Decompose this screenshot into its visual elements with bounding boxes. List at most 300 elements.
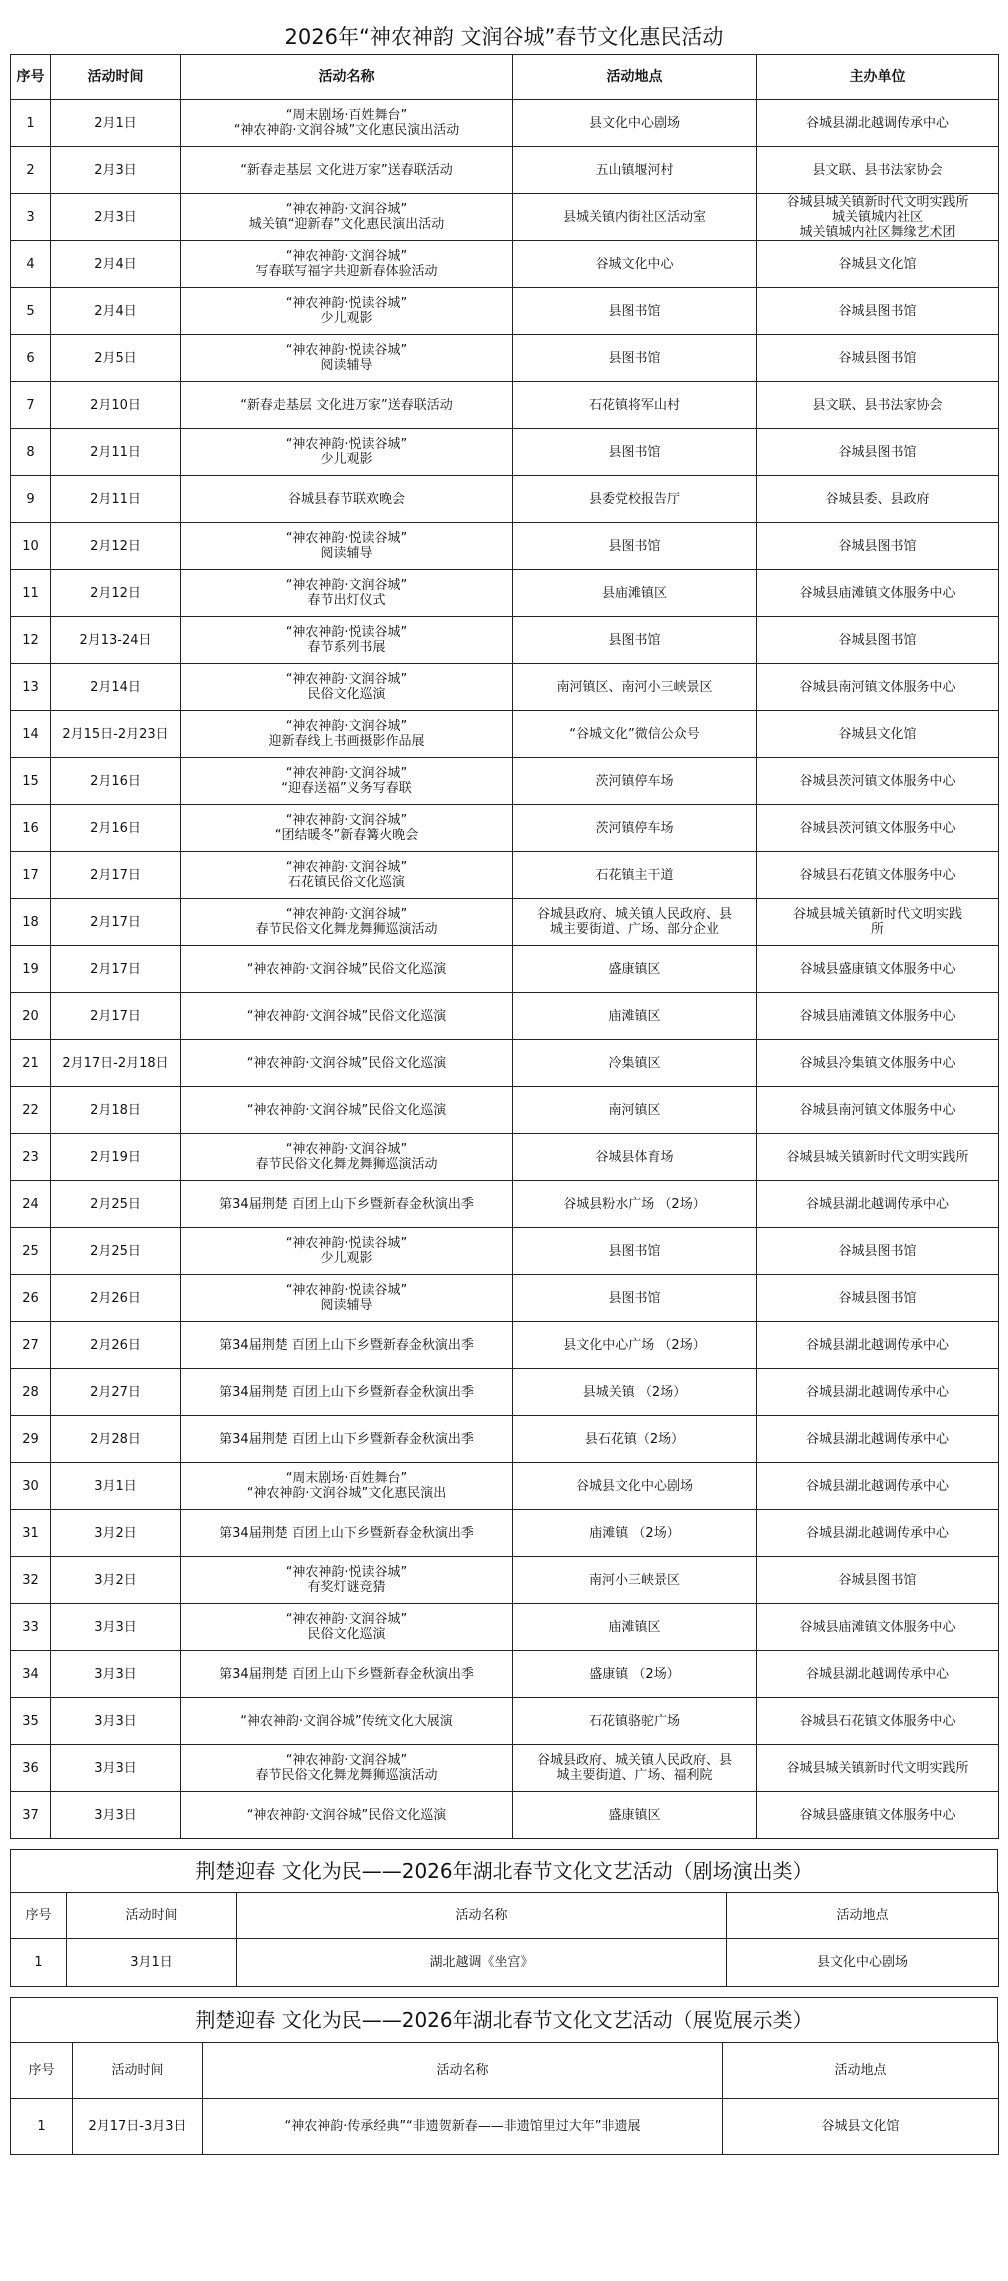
cell-org-line: 谷城县盛康镇文体服务中心 [799, 1807, 956, 1823]
cell-place-line: 庙滩镇区 [608, 1619, 661, 1635]
table-row [11, 147, 999, 194]
cell-place [513, 1792, 757, 1839]
cell-org [757, 1134, 999, 1181]
cell-no: 26 [11, 1275, 51, 1322]
cell-name-line: 春节民俗文化舞龙舞狮巡演活动 [255, 1157, 438, 1172]
table-row [11, 523, 999, 570]
cell-org-line: 谷城县南河镇文体服务中心 [799, 1102, 956, 1118]
header-name: 活动名称 [181, 55, 513, 100]
cell-place [513, 1745, 757, 1792]
cell-name [181, 617, 513, 664]
cell-org-line: 谷城县图书馆 [838, 1572, 917, 1588]
cell-place [513, 899, 757, 946]
cell-place [513, 570, 757, 617]
cell-place [513, 1087, 757, 1134]
cell-no: 7 [11, 382, 51, 429]
exhibition-table [10, 2042, 999, 2155]
table-row [11, 1322, 999, 1369]
cell-org-line: 谷城县城关镇新时代文明实践 [792, 907, 962, 922]
cell-place-line: 庙滩镇区 [608, 1008, 661, 1024]
cell-place [513, 1275, 757, 1322]
cell-org [757, 1745, 999, 1792]
cell-no: 5 [11, 288, 51, 335]
cell-no: 36 [11, 1745, 51, 1792]
cell-name [181, 1557, 513, 1604]
cell-date: 2月17日 [51, 852, 181, 899]
cell-place-line: 城主要街道、广场、部分企业 [549, 922, 719, 937]
cell-no: 16 [11, 805, 51, 852]
cell-place: 谷城县文化馆 [723, 2099, 999, 2155]
table-row [11, 758, 999, 805]
cell-name-line: “新春走基层 文化进万家”送春联活动 [240, 162, 453, 178]
cell-org [757, 100, 999, 147]
exhibition-header-name: 活动名称 [203, 2043, 723, 2099]
cell-date: 2月18日 [51, 1087, 181, 1134]
cell-name [181, 429, 513, 476]
cell-org-line: 县文联、县书法家协会 [812, 162, 943, 178]
cell-date: 2月1日 [51, 100, 181, 147]
cell-no: 28 [11, 1369, 51, 1416]
cell-name-line: 谷城县春节联欢晚会 [287, 491, 405, 507]
cell-org [757, 617, 999, 664]
cell-org-line: 谷城县南河镇文体服务中心 [799, 679, 956, 695]
cell-org [757, 899, 999, 946]
cell-place [513, 946, 757, 993]
cell-name [181, 1369, 513, 1416]
cell-date: 2月17日 [51, 993, 181, 1040]
cell-place [513, 1604, 757, 1651]
table-row [11, 288, 999, 335]
cell-name [181, 1745, 513, 1792]
cell-org [757, 1792, 999, 1839]
cell-org-line: 谷城县茨河镇文体服务中心 [799, 820, 956, 836]
cell-org [757, 946, 999, 993]
cell-org-line: 谷城县茨河镇文体服务中心 [799, 773, 956, 789]
cell-org [757, 335, 999, 382]
cell-place-line: 县图书馆 [608, 350, 661, 366]
cell-name [181, 476, 513, 523]
cell-org-line: 谷城县图书馆 [838, 1290, 917, 1306]
cell-name-line: “神农神韵·文润谷城” [285, 766, 408, 781]
main-table-body [11, 100, 999, 1839]
cell-org-line: 谷城县图书馆 [838, 444, 917, 460]
cell-name-line: “新春走基层 文化进万家”送春联活动 [240, 397, 453, 413]
cell-org-line: 谷城县湖北越调传承中心 [805, 1431, 949, 1447]
cell-place [513, 523, 757, 570]
cell-no: 23 [11, 1134, 51, 1181]
cell-no: 30 [11, 1463, 51, 1510]
table-row [11, 1228, 999, 1275]
table-row [11, 805, 999, 852]
table-row [11, 570, 999, 617]
cell-name-line: 石花镇民俗文化巡演 [287, 875, 405, 890]
cell-date: 2月10日 [51, 382, 181, 429]
cell-name [181, 993, 513, 1040]
table-row [11, 899, 999, 946]
cell-no: 21 [11, 1040, 51, 1087]
cell-place [513, 664, 757, 711]
cell-org [757, 1228, 999, 1275]
cell-org-line: 谷城县湖北越调传承中心 [805, 1666, 949, 1682]
cell-no: 15 [11, 758, 51, 805]
cell-org [757, 1369, 999, 1416]
theater-header-date: 活动时间 [67, 1893, 237, 1939]
cell-place-line: 盛康镇区 [608, 961, 661, 977]
exhibition-section [10, 1997, 998, 2155]
cell-name-line: 阅读辅导 [320, 358, 373, 373]
cell-date: 3月3日 [51, 1651, 181, 1698]
exhibition-header-place: 活动地点 [723, 2043, 999, 2099]
cell-date: 2月16日 [51, 805, 181, 852]
cell-place: 县文化中心剧场 [727, 1939, 999, 1987]
cell-name-line: “神农神韵·文润谷城” [285, 719, 408, 734]
cell-name-line: 写春联写福字共迎新春体验活动 [255, 264, 438, 279]
cell-no: 12 [11, 617, 51, 664]
cell-place [513, 852, 757, 899]
cell-name [181, 1651, 513, 1698]
cell-name [181, 1416, 513, 1463]
cell-org-line: 谷城县文化馆 [838, 256, 917, 272]
cell-name-line: “神农神韵·文润谷城”民俗文化巡演 [246, 1055, 447, 1071]
table-row [11, 1134, 999, 1181]
cell-place-line: 石花镇主干道 [595, 867, 674, 883]
cell-place [513, 1134, 757, 1181]
cell-org [757, 429, 999, 476]
cell-no: 18 [11, 899, 51, 946]
cell-place-line: 谷城县政府、城关镇人民政府、县 [536, 907, 732, 922]
cell-date: 2月26日 [51, 1275, 181, 1322]
cell-date: 2月13-24日 [51, 617, 181, 664]
cell-no: 10 [11, 523, 51, 570]
cell-name [181, 1698, 513, 1745]
cell-date: 2月26日 [51, 1322, 181, 1369]
cell-name-line: “神农神韵·悦读谷城” [285, 1236, 408, 1251]
cell-org [757, 382, 999, 429]
cell-date: 2月4日 [51, 241, 181, 288]
cell-date: 2月5日 [51, 335, 181, 382]
cell-place-line: 县城关镇内街社区活动室 [562, 209, 706, 225]
theater-section [10, 1849, 998, 1987]
cell-name [181, 1228, 513, 1275]
cell-place-line: 县图书馆 [608, 632, 661, 648]
cell-place [513, 1322, 757, 1369]
cell-org-line: 城关镇城内社区舞缘艺术团 [799, 224, 956, 240]
cell-place-line: 城主要街道、广场、福利院 [556, 1768, 713, 1783]
cell-place-line: 县图书馆 [608, 538, 661, 554]
cell-org [757, 1698, 999, 1745]
theater-table [10, 1892, 999, 1987]
table-row [11, 1275, 999, 1322]
cell-no: 19 [11, 946, 51, 993]
cell-date: 2月12日 [51, 523, 181, 570]
table-row [11, 852, 999, 899]
cell-no: 33 [11, 1604, 51, 1651]
table-row [11, 429, 999, 476]
cell-place [513, 1557, 757, 1604]
cell-date: 2月16日 [51, 758, 181, 805]
cell-name-line: “神农神韵·文润谷城” [285, 1612, 408, 1627]
cell-name-line: “神农神韵·悦读谷城” [285, 625, 408, 640]
cell-place [513, 1416, 757, 1463]
cell-place-line: 县文化中心剧场 [588, 115, 680, 131]
cell-no: 13 [11, 664, 51, 711]
cell-org [757, 1416, 999, 1463]
cell-no: 3 [11, 194, 51, 241]
table-row [11, 1369, 999, 1416]
cell-org-line: 谷城县图书馆 [838, 538, 917, 554]
cell-no: 11 [11, 570, 51, 617]
cell-no: 20 [11, 993, 51, 1040]
cell-name-line: “神农神韵·文润谷城”传统文化大展演 [240, 1713, 453, 1729]
cell-name-line: 民俗文化巡演 [307, 1627, 386, 1642]
cell-name-line: “神农神韵·文润谷城”民俗文化巡演 [246, 1807, 447, 1823]
cell-place-line: 石花镇将军山村 [588, 397, 680, 413]
cell-place [513, 1651, 757, 1698]
cell-date: 3月1日 [67, 1939, 237, 1987]
cell-place-line: 茨河镇停车场 [595, 773, 674, 789]
cell-org-line: 谷城县图书馆 [838, 350, 917, 366]
cell-place-line: 县委党校报告厅 [588, 491, 680, 507]
cell-place-line: 盛康镇区 [608, 1807, 661, 1823]
cell-name [181, 946, 513, 993]
cell-org [757, 758, 999, 805]
cell-date: 2月3日 [51, 194, 181, 241]
cell-org-line: 谷城县图书馆 [838, 303, 917, 319]
cell-name [181, 899, 513, 946]
cell-place [513, 382, 757, 429]
table-row [11, 1557, 999, 1604]
main-table [10, 54, 999, 1839]
cell-org-line: 城关镇城内社区 [831, 209, 923, 225]
cell-org-line: 谷城县石花镇文体服务中心 [799, 1713, 956, 1729]
cell-place-line: 盛康镇 （2场） [589, 1666, 680, 1682]
cell-date: 3月3日 [51, 1604, 181, 1651]
cell-place-line: 谷城文化中心 [595, 256, 674, 272]
table-row [11, 1651, 999, 1698]
cell-place-line: 县图书馆 [608, 1243, 661, 1259]
cell-date: 2月17日 [51, 899, 181, 946]
cell-place-line: 南河镇区、南河小三峡景区 [556, 679, 713, 695]
cell-no: 1 [11, 100, 51, 147]
cell-date: 2月15日-2月23日 [51, 711, 181, 758]
cell-name [181, 1463, 513, 1510]
cell-place-line: 县庙滩镇区 [601, 585, 667, 601]
cell-name-line: 第34届荆楚 百团上山下乡暨新春金秋演出季 [219, 1666, 474, 1682]
cell-name [181, 100, 513, 147]
cell-org [757, 1463, 999, 1510]
cell-name-line: “团结暖冬”新春篝火晚会 [274, 828, 419, 843]
cell-place [513, 1510, 757, 1557]
cell-place-line: 茨河镇停车场 [595, 820, 674, 836]
cell-name [181, 570, 513, 617]
table-row [11, 100, 999, 147]
cell-date: 2月17日-3月3日 [73, 2099, 203, 2155]
table-row [11, 1745, 999, 1792]
cell-date: 2月17日-2月18日 [51, 1040, 181, 1087]
cell-place [513, 1181, 757, 1228]
cell-place-line: 县文化中心广场 （2场） [563, 1337, 706, 1353]
table-row [11, 1510, 999, 1557]
table-row [11, 335, 999, 382]
table-row [11, 1792, 999, 1839]
cell-name-line: 城关镇“迎新春”文化惠民演出活动 [248, 217, 445, 232]
cell-org-line: 谷城县城关镇新时代文明实践所 [786, 1149, 969, 1165]
cell-org-line: 谷城县城关镇新时代文明实践所 [786, 194, 969, 210]
cell-name [181, 147, 513, 194]
cell-name-line: 少儿观影 [320, 452, 373, 467]
table-row [11, 946, 999, 993]
cell-org-line: 谷城县庙滩镇文体服务中心 [799, 1619, 956, 1635]
table-row [11, 382, 999, 429]
cell-no: 32 [11, 1557, 51, 1604]
cell-date: 3月3日 [51, 1698, 181, 1745]
cell-date: 2月12日 [51, 570, 181, 617]
cell-place-line: 谷城县粉水广场 （2场） [563, 1196, 706, 1212]
cell-place [513, 805, 757, 852]
cell-place [513, 476, 757, 523]
table-row [11, 476, 999, 523]
cell-org-line: 谷城县石花镇文体服务中心 [799, 867, 956, 883]
cell-org [757, 523, 999, 570]
cell-name-line: “神农神韵·文润谷城” [285, 860, 408, 875]
cell-place [513, 194, 757, 241]
cell-org-line: 谷城县湖北越调传承中心 [805, 115, 949, 131]
cell-name [181, 288, 513, 335]
cell-name-line: “神农神韵·悦读谷城” [285, 343, 408, 358]
table-row [11, 1463, 999, 1510]
table-row [11, 1604, 999, 1651]
table-row [11, 993, 999, 1040]
cell-org [757, 1322, 999, 1369]
cell-name [181, 1181, 513, 1228]
cell-org-line: 谷城县湖北越调传承中心 [805, 1384, 949, 1400]
cell-name [181, 1087, 513, 1134]
cell-name [181, 194, 513, 241]
cell-name-line: “神农神韵·悦读谷城” [285, 437, 408, 452]
cell-place [513, 1040, 757, 1087]
cell-date: 3月1日 [51, 1463, 181, 1510]
cell-date: 2月19日 [51, 1134, 181, 1181]
cell-no: 34 [11, 1651, 51, 1698]
cell-name-line: “神农神韵·文润谷城”民俗文化巡演 [246, 1102, 447, 1118]
cell-date: 3月2日 [51, 1557, 181, 1604]
cell-name [181, 1792, 513, 1839]
cell-place-line: 庙滩镇 （2场） [589, 1525, 680, 1541]
cell-name: 湖北越调《坐宫》 [237, 1939, 727, 1987]
cell-no: 25 [11, 1228, 51, 1275]
cell-org-line: 谷城县湖北越调传承中心 [805, 1525, 949, 1541]
cell-name-line: 第34届荆楚 百团上山下乡暨新春金秋演出季 [219, 1525, 474, 1541]
cell-name-line: “神农神韵·悦读谷城” [285, 296, 408, 311]
theater-header-no: 序号 [11, 1893, 67, 1939]
cell-place [513, 147, 757, 194]
cell-no: 6 [11, 335, 51, 382]
cell-org [757, 711, 999, 758]
cell-place-line: 县图书馆 [608, 444, 661, 460]
exhibition-header-date: 活动时间 [73, 2043, 203, 2099]
cell-name-line: 春节出灯仪式 [307, 593, 386, 608]
cell-org [757, 570, 999, 617]
cell-name-line: “神农神韵·文润谷城”民俗文化巡演 [246, 1008, 447, 1024]
cell-date: 2月3日 [51, 147, 181, 194]
cell-name-line: “迎春送福”义务写春联 [281, 781, 412, 796]
cell-name-line: “神农神韵·文润谷城” [285, 202, 408, 217]
cell-org [757, 805, 999, 852]
cell-name [181, 1134, 513, 1181]
cell-place [513, 288, 757, 335]
main-section [10, 0, 998, 1839]
cell-org [757, 993, 999, 1040]
cell-place [513, 993, 757, 1040]
cell-name [181, 664, 513, 711]
cell-no: 17 [11, 852, 51, 899]
cell-name [181, 758, 513, 805]
cell-org [757, 1604, 999, 1651]
cell-org-line: 谷城县文化馆 [838, 726, 917, 742]
table-row [11, 664, 999, 711]
cell-org [757, 1651, 999, 1698]
cell-place [513, 429, 757, 476]
cell-place-line: 五山镇堰河村 [595, 162, 674, 178]
cell-name [181, 382, 513, 429]
cell-name-line: “神农神韵·文润谷城”文化惠民演出活动 [233, 123, 460, 138]
cell-name [181, 852, 513, 899]
cell-name [181, 1510, 513, 1557]
table-row [11, 711, 999, 758]
cell-date: 2月11日 [51, 476, 181, 523]
cell-no: 22 [11, 1087, 51, 1134]
header-date: 活动时间 [51, 55, 181, 100]
cell-place-line: 县城关镇 （2场） [582, 1384, 687, 1400]
cell-org-line: 谷城县盛康镇文体服务中心 [799, 961, 956, 977]
cell-place-line: 县图书馆 [608, 303, 661, 319]
cell-place-line: 谷城县体育场 [595, 1149, 674, 1165]
main-title: 2026年“神农神韵 文润谷城”春节文化惠民活动 [284, 25, 724, 49]
cell-name-line: “神农神韵·文润谷城” [285, 907, 408, 922]
cell-org [757, 1510, 999, 1557]
exhibition-header-row [11, 2043, 999, 2099]
table-row [11, 1416, 999, 1463]
cell-name-line: “神农神韵·文润谷城”民俗文化巡演 [246, 961, 447, 977]
cell-name-line: 迎新春线上书画摄影作品展 [268, 734, 425, 749]
cell-no: 9 [11, 476, 51, 523]
cell-name [181, 1275, 513, 1322]
cell-name-line: 有奖灯谜竞猜 [307, 1580, 386, 1595]
cell-name-line: 阅读辅导 [320, 546, 373, 561]
cell-org [757, 1087, 999, 1134]
cell-no: 29 [11, 1416, 51, 1463]
header-place: 活动地点 [513, 55, 757, 100]
cell-name-line: 春节民俗文化舞龙舞狮巡演活动 [255, 1768, 438, 1783]
cell-date: 2月14日 [51, 664, 181, 711]
cell-no: 1 [11, 2099, 73, 2155]
table-row [11, 1040, 999, 1087]
table-row [11, 241, 999, 288]
table-row [11, 2099, 999, 2155]
cell-date: 3月2日 [51, 1510, 181, 1557]
cell-name-line: “神农神韵·文润谷城” [285, 1142, 408, 1157]
exhibition-title: 荆楚迎春 文化为民——2026年湖北春节文化文艺活动（展览展示类） [10, 1997, 998, 2042]
cell-name-line: 第34届荆楚 百团上山下乡暨新春金秋演出季 [219, 1196, 474, 1212]
cell-org-line: 谷城县图书馆 [838, 1243, 917, 1259]
cell-name-line: 少儿观影 [320, 311, 373, 326]
theater-header-row [11, 1893, 999, 1939]
cell-org-line: 县文联、县书法家协会 [812, 397, 943, 413]
cell-no: 27 [11, 1322, 51, 1369]
cell-date: 3月3日 [51, 1792, 181, 1839]
cell-place [513, 1698, 757, 1745]
cell-place [513, 1463, 757, 1510]
